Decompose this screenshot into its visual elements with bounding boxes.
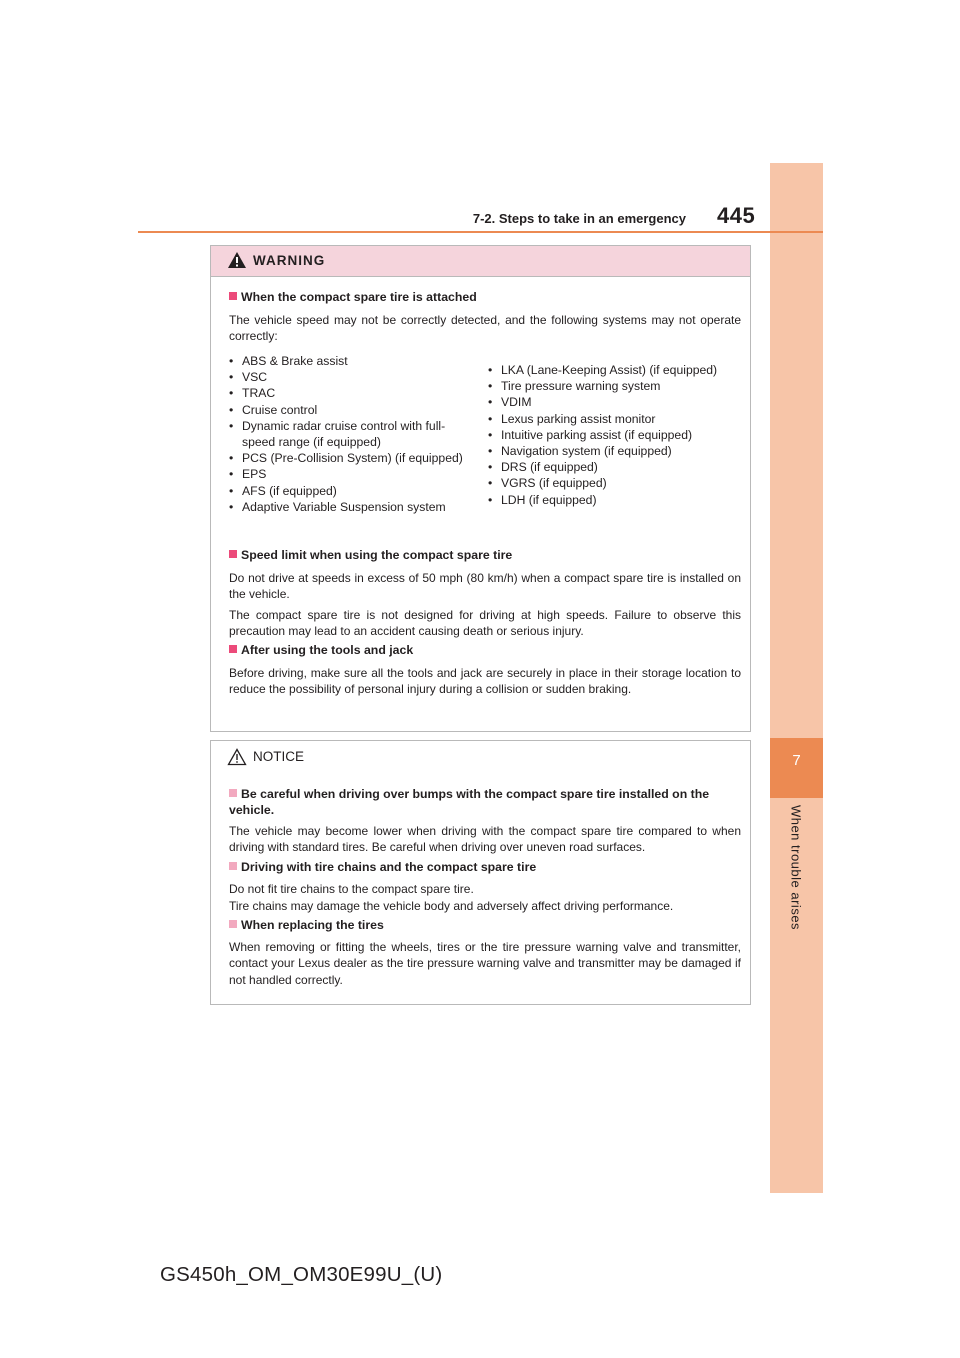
replacing-text: When removing or fitting the wheels, tires or the tire pressure warning valve and transmitter, contact your Lexus dealer as the tire pressure warning valve and transmitter may be damaged if not handled correctly. <box>229 940 741 987</box>
list-item: • Adaptive Variable Suspension system <box>229 499 446 514</box>
square-bullet-icon <box>229 862 237 870</box>
warning-heading-speed-limit: Speed limit when using the compact spare tire <box>229 548 512 562</box>
square-bullet-icon <box>229 920 237 928</box>
header-rule <box>138 231 823 233</box>
list-item: • DRS (if equipped) <box>488 460 598 475</box>
notice-title: NOTICE <box>253 749 305 764</box>
square-bullet-icon <box>229 789 237 797</box>
square-bullet-icon <box>229 292 237 300</box>
notice-header <box>211 741 750 775</box>
speed-limit-text-2: The compact spare tire is not designed for driving at high speeds. Failure to observe this precaution may lead to an accident causing death or serious injury. <box>229 608 741 639</box>
bumps-text: The vehicle may become lower when driving with the compact spare tire compared to when driving with standard tires. Be careful when driving over uneven road surfaces. <box>229 824 741 855</box>
warning-header <box>211 246 750 277</box>
list-item: • Tire pressure warning system <box>488 379 661 394</box>
list-item: • PCS (Pre-Collision System) (if equipped) <box>229 451 463 466</box>
chains-text-2: Tire chains may damage the vehicle body and adversely affect driving performance. <box>229 899 674 913</box>
warning-box <box>210 245 751 732</box>
speed-limit-text-1: Do not drive at speeds in excess of 50 mph (80 km/h) when a compact spare tire is installed on the vehicle. <box>229 571 741 602</box>
page-number: 445 <box>717 203 756 228</box>
list-item: • LDH (if equipped) <box>488 492 597 507</box>
chapter-side-tab <box>770 163 823 1193</box>
notice-heading-chains: Driving with tire chains and the compact spare tire <box>229 860 536 874</box>
warning-triangle-icon <box>227 251 247 269</box>
list-item: • TRAC <box>229 386 276 401</box>
notice-triangle-icon <box>227 748 247 766</box>
notice-heading-replacing: When replacing the tires <box>229 918 384 932</box>
chains-text-1: Do not fit tire chains to the compact spare tire. <box>229 882 474 896</box>
square-bullet-icon <box>229 550 237 558</box>
list-item: • VDIM <box>488 395 532 410</box>
warning-heading-tools: After using the tools and jack <box>229 643 413 657</box>
compact-spare-intro: The vehicle speed may not be correctly detected, and the following systems may not operate correctly: <box>229 313 741 344</box>
warning-title: WARNING <box>253 253 326 268</box>
affected-systems-right <box>488 362 738 508</box>
list-item: • VGRS (if equipped) <box>488 476 607 491</box>
list-item: • AFS (if equipped) <box>229 483 337 498</box>
document-code: GS450h_OM_OM30E99U_(U) <box>160 1263 443 1286</box>
notice-box <box>210 740 751 1005</box>
list-item: • Navigation system (if equipped) <box>488 444 672 459</box>
chapter-number: 7 <box>792 752 801 769</box>
warning-heading-compact-spare: When the compact spare tire is attached <box>229 290 477 304</box>
list-item: • EPS <box>229 467 267 482</box>
list-item: • Intuitive parking assist (if equipped) <box>488 427 693 442</box>
chapter-title: When trouble arises <box>788 804 804 931</box>
section-title: 7-2. Steps to take in an emergency <box>472 211 686 226</box>
list-item: • LKA (Lane-Keeping Assist) (if equipped) <box>488 363 718 377</box>
list-item: • VSC <box>229 370 268 385</box>
tools-text: Before driving, make sure all the tools and jack are securely in place in their storage location to reduce the possibility of personal injury during a collision or sudden braking. <box>229 666 741 697</box>
list-item: • Dynamic radar cruise control with full-speed range (if equipped) <box>229 418 446 450</box>
list-item: • Lexus parking assist monitor <box>488 411 656 426</box>
notice-heading-bumps: Be careful when driving over bumps with the compact spare tire installed on the vehicle. <box>229 787 710 818</box>
affected-systems-left <box>229 353 477 515</box>
list-item: • ABS & Brake assist <box>229 354 348 368</box>
list-item: • Cruise control <box>229 402 318 417</box>
square-bullet-icon <box>229 645 237 653</box>
